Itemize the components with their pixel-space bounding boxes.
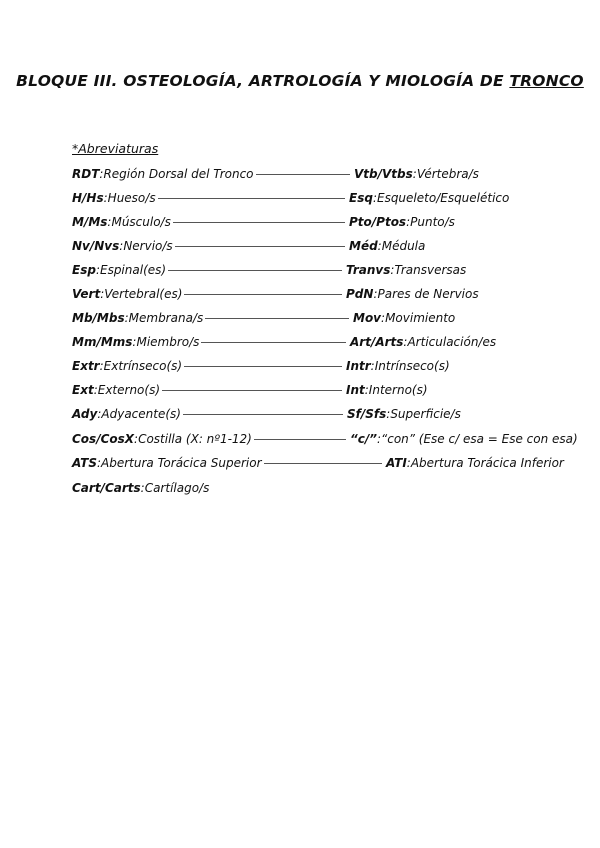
abbreviation-row [72, 333, 496, 351]
dotted-leader-line [205, 318, 349, 319]
abbreviation-row [72, 309, 455, 327]
left-abbreviation: Ady [72, 407, 98, 421]
right-separator: : [390, 263, 395, 277]
right-separator: : [406, 215, 411, 229]
left-abbreviation: M/Ms [72, 215, 108, 229]
left-meaning: Externo(s) [97, 383, 161, 397]
dotted-leader-line [184, 366, 342, 367]
right-meaning: Abertura Torácica Inferior [410, 456, 564, 470]
right-meaning: Vértebra/s [416, 167, 479, 181]
left-meaning: Vertebral(es) [104, 287, 183, 301]
abbreviation-row [72, 381, 428, 399]
left-abbreviation: Cart/Carts [72, 481, 141, 495]
right-abbreviation: Vtb/Vtbs [354, 167, 413, 181]
abbreviation-row [72, 189, 509, 207]
left-separator: : [134, 432, 139, 446]
abbreviation-row [72, 213, 455, 231]
abbreviation-row [72, 357, 450, 375]
right-separator: : [377, 239, 382, 253]
right-separator: : [373, 287, 378, 301]
left-meaning: Miembro/s [136, 335, 200, 349]
left-separator: : [95, 263, 100, 277]
right-meaning: Superficie/s [390, 407, 461, 421]
left-abbreviation: Extr [72, 359, 100, 373]
right-abbreviation: Méd [349, 239, 378, 253]
left-separator: : [99, 359, 104, 373]
right-separator: : [376, 432, 381, 446]
left-separator: : [132, 335, 137, 349]
right-separator: : [412, 167, 417, 181]
left-abbreviation: Cos/CosX [72, 432, 135, 446]
dotted-leader-line [254, 439, 346, 440]
right-meaning: Intrínseco(s) [374, 359, 450, 373]
right-meaning: Interno(s) [368, 383, 428, 397]
left-abbreviation: H/Hs [72, 191, 104, 205]
right-abbreviation: Esq [349, 191, 373, 205]
right-meaning: Médula [381, 239, 426, 253]
right-abbreviation: ATI [386, 456, 407, 470]
left-abbreviation: ATS [72, 456, 97, 470]
right-abbreviation: Pto/Ptos [349, 215, 407, 229]
left-abbreviation: RDT [72, 167, 100, 181]
left-abbreviation: Ext [72, 383, 94, 397]
left-separator: : [107, 215, 112, 229]
right-separator: : [403, 335, 408, 349]
right-separator: : [370, 359, 375, 373]
right-meaning: “con” (Ese c/ esa = Ese con esa) [381, 432, 578, 446]
left-meaning: Adyacente(s) [101, 407, 181, 421]
dotted-leader-line [158, 198, 345, 199]
left-separator: : [100, 287, 105, 301]
title-main: BLOQUE III. OSTEOLOGÍA, ARTROLOGÍA Y MIOLOGÍA DE [16, 72, 510, 90]
right-separator: : [364, 383, 369, 397]
dotted-leader-line [184, 294, 342, 295]
left-abbreviation: Mb/Mbs [72, 311, 125, 325]
left-meaning: Nervio/s [123, 239, 173, 253]
left-abbreviation: Nv/Nvs [72, 239, 120, 253]
dotted-leader-line [264, 463, 382, 464]
right-meaning: Transversas [394, 263, 467, 277]
left-abbreviation: Mm/Mms [72, 335, 133, 349]
page-title [0, 72, 600, 90]
right-separator: : [406, 456, 411, 470]
left-meaning: Costilla (X: nº1-12) [138, 432, 252, 446]
right-separator: : [386, 407, 391, 421]
dotted-leader-line [201, 342, 346, 343]
abbreviation-row [72, 430, 578, 448]
left-separator: : [103, 191, 108, 205]
right-abbreviation: PdN [346, 287, 374, 301]
left-meaning: Espinal(es) [99, 263, 167, 277]
dotted-leader-line [162, 390, 342, 391]
dotted-leader-line [168, 270, 342, 271]
left-meaning: Extrínseco(s) [103, 359, 183, 373]
left-separator: : [124, 311, 129, 325]
left-separator: : [99, 167, 104, 181]
right-abbreviation: Mov [353, 311, 382, 325]
left-separator: : [93, 383, 98, 397]
left-separator: : [140, 481, 145, 495]
right-meaning: Articulación/es [407, 335, 497, 349]
left-separator: : [96, 456, 102, 470]
dotted-leader-line [256, 174, 350, 175]
left-separator: : [119, 239, 124, 253]
right-abbreviation: “c/” [350, 432, 377, 446]
left-abbreviation: Esp [72, 263, 96, 277]
left-meaning: Abertura Torácica Superior [101, 456, 262, 470]
title-underlined: TRONCO [509, 72, 584, 90]
right-separator: : [372, 191, 377, 205]
left-meaning: Músculo/s [111, 215, 171, 229]
right-separator: : [381, 311, 386, 325]
left-meaning: Cartílago/s [144, 481, 210, 495]
left-meaning: Hueso/s [107, 191, 156, 205]
dotted-leader-line [173, 222, 345, 223]
abbreviations-heading: *Abreviaturas [72, 141, 159, 156]
right-meaning: Pares de Nervios [377, 287, 479, 301]
right-abbreviation: Tranvs [346, 263, 391, 277]
abbreviation-row [72, 165, 479, 183]
right-meaning: Movimiento [385, 311, 456, 325]
abbreviation-row [72, 237, 425, 255]
right-abbreviation: Int [346, 383, 365, 397]
right-abbreviation: Sf/Sfs [347, 407, 387, 421]
abbreviation-row [72, 479, 209, 497]
right-meaning: Esqueleto/Esquelético [376, 191, 510, 205]
left-meaning: Región Dorsal del Tronco [103, 167, 254, 181]
abbreviation-row [72, 454, 564, 472]
left-abbreviation: Vert [72, 287, 101, 301]
abbreviation-row [72, 285, 479, 303]
dotted-leader-line [183, 414, 343, 415]
abbreviation-row [72, 261, 466, 279]
left-meaning: Membrana/s [128, 311, 204, 325]
right-abbreviation: Intr [346, 359, 371, 373]
right-abbreviation: Art/Arts [350, 335, 404, 349]
dotted-leader-line [175, 246, 345, 247]
right-meaning: Punto/s [410, 215, 455, 229]
abbreviation-row [72, 405, 461, 423]
left-separator: : [97, 407, 102, 421]
